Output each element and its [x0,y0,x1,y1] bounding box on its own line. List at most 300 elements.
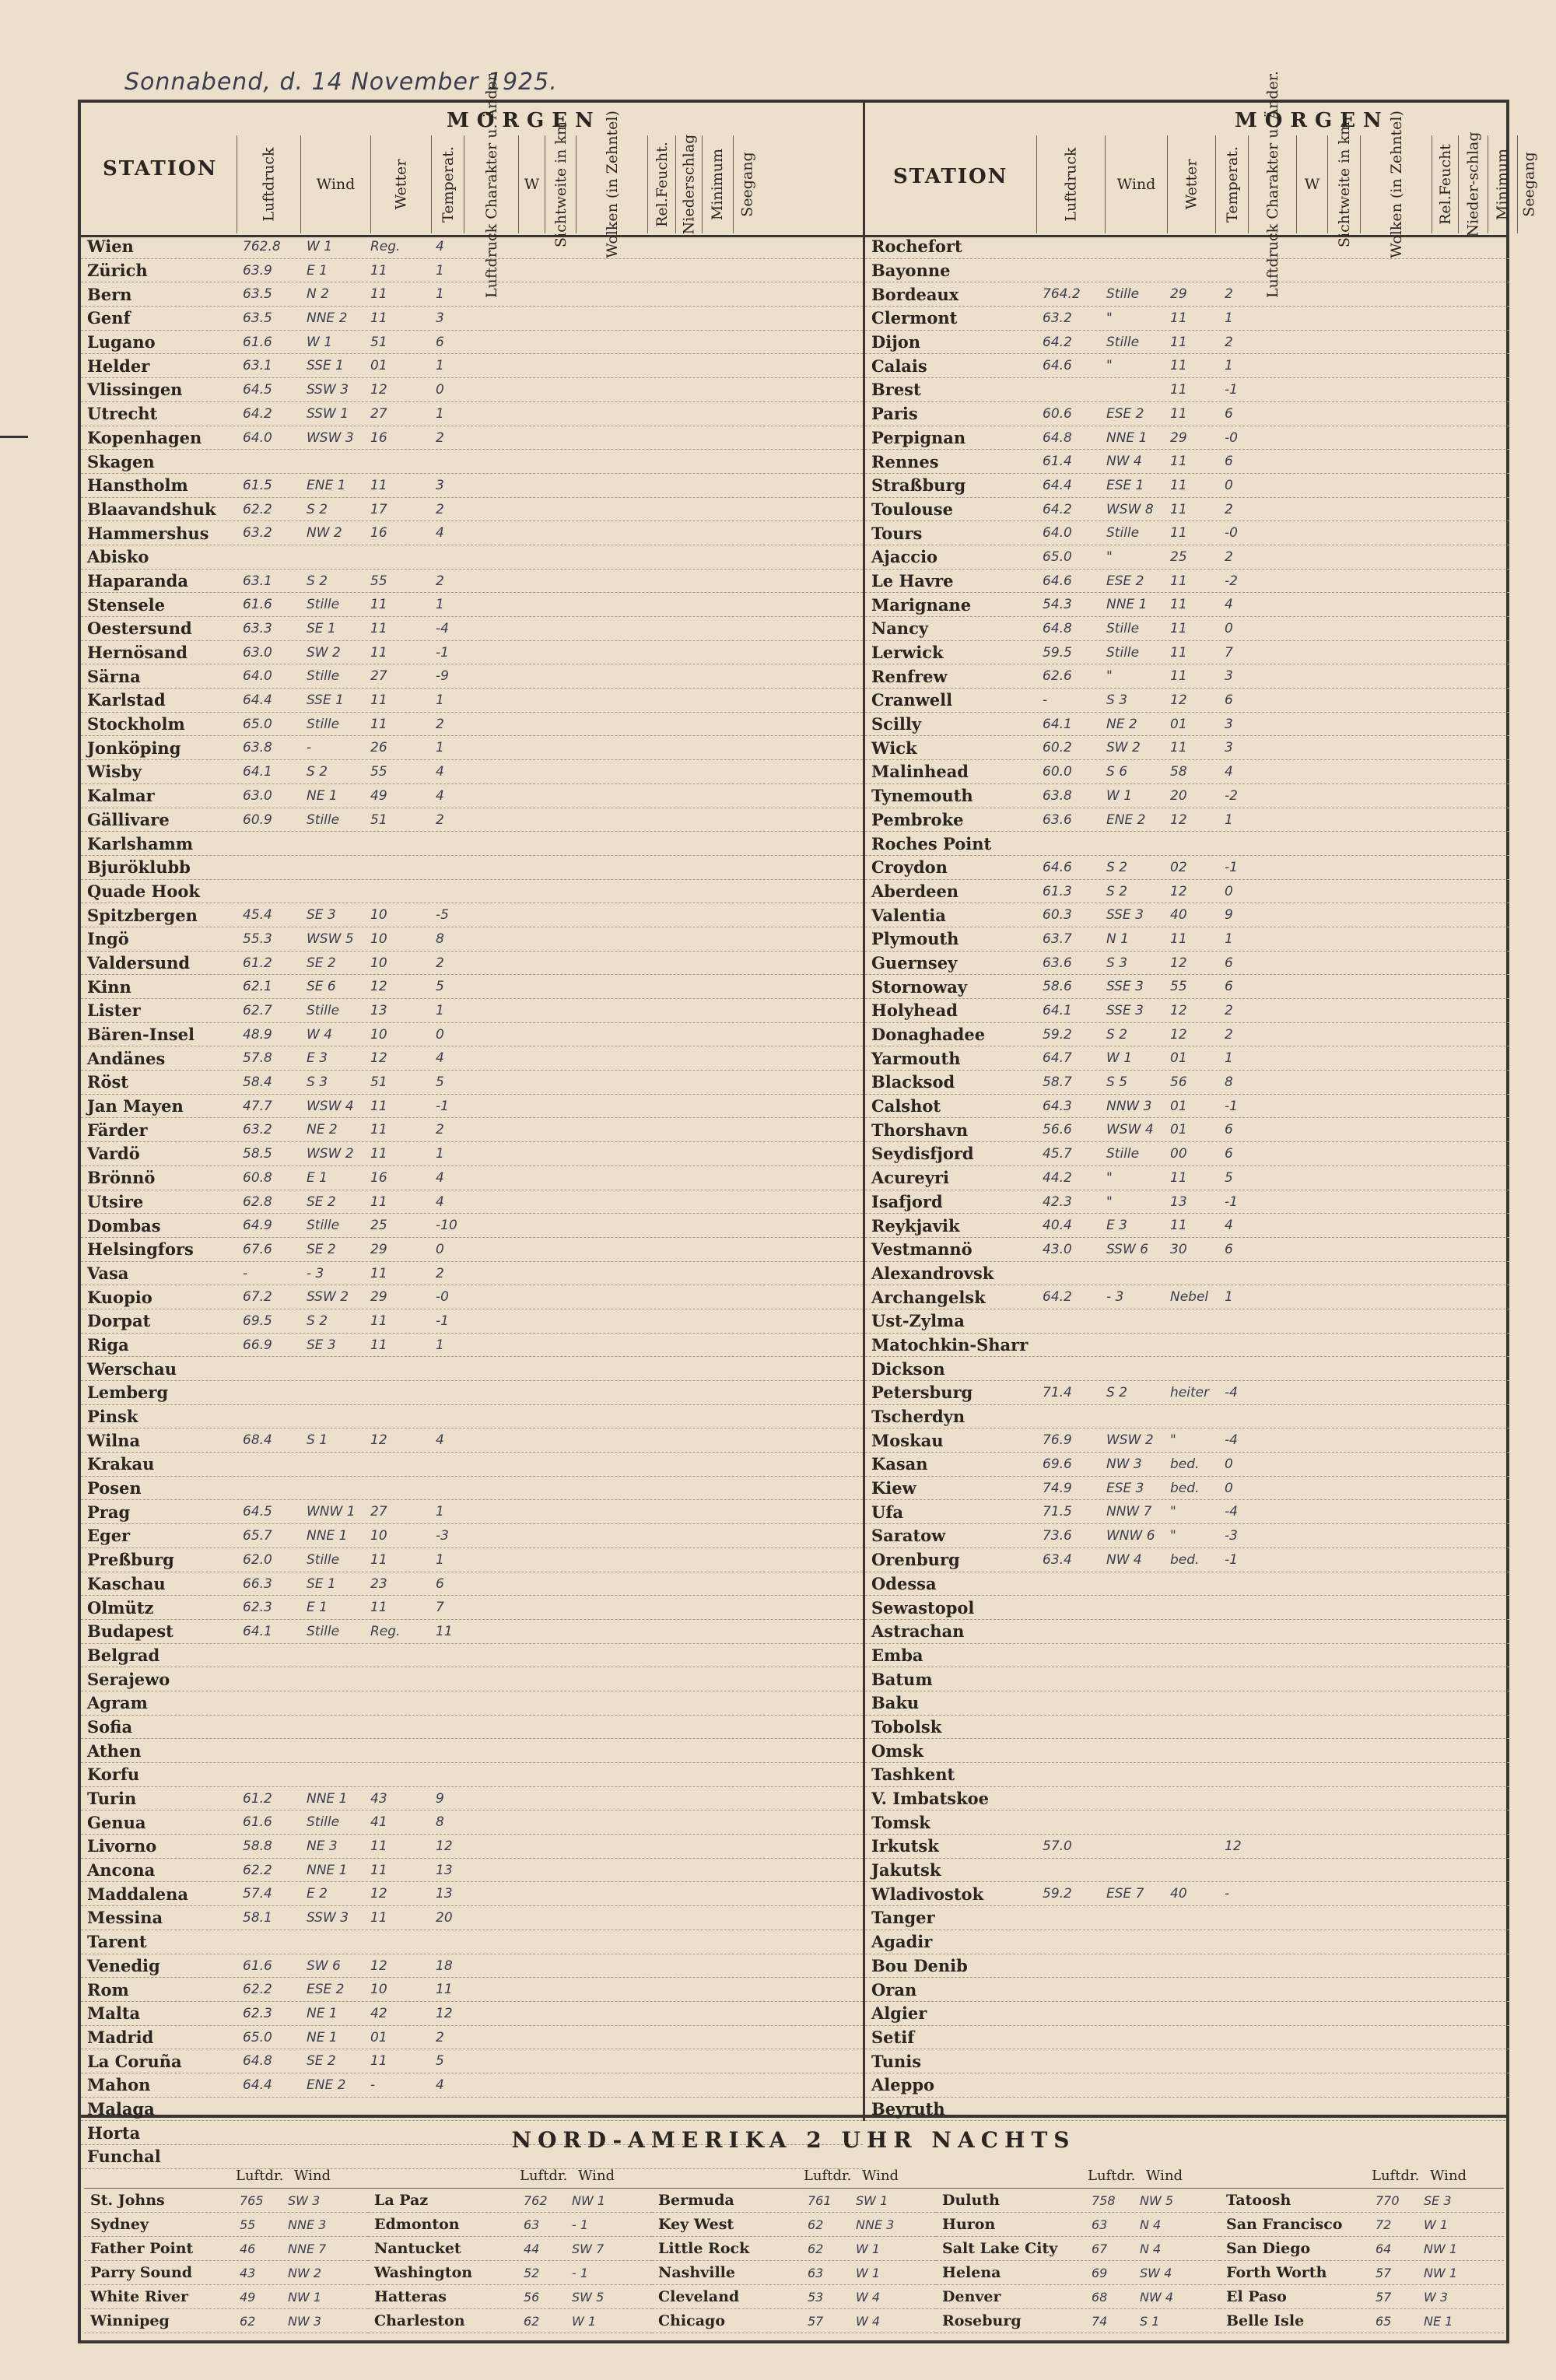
left-col-header [464,71,518,298]
left-weather-value: 41 [370,1814,387,1831]
na-station-row [1220,2189,1504,2213]
left-weather-value: 11 [370,1862,387,1878]
left-station-name: Malta [87,2003,141,2024]
left-weather-value: 11 [370,1146,387,1162]
right-pressure-value: 43.0 [1043,1241,1072,1257]
right-col-header [1488,135,1517,233]
right-temperature-value: 0 [1225,883,1233,899]
left-col-header-text: W [524,176,540,193]
left-station-name: Dorpat [87,1311,151,1331]
right-station-row [865,1739,1509,1763]
left-station-name: Utrecht [87,404,158,424]
right-temperature-value: 4 [1225,764,1233,780]
right-weather-value: 20 [1170,787,1187,804]
left-wind-value: Stille [307,597,340,613]
right-weather-value: 12 [1170,1003,1187,1018]
left-station-name: Genua [87,1812,146,1832]
right-station-row [865,1859,1509,1883]
right-weather-value: 11 [1170,334,1187,350]
na-pressure-value: 62 [808,2242,824,2256]
right-pressure-value: 64.8 [1043,429,1072,446]
na-column-header [652,2164,936,2189]
left-temperature-value: 0 [436,1026,444,1043]
right-station-name: Straßburg [871,475,966,496]
right-station-row [865,1810,1509,1835]
right-pressure-value: 60.0 [1043,764,1072,780]
left-weather-value: 11 [370,716,387,732]
right-weather-value: " [1170,1504,1176,1520]
right-temperature-value: 2 [1225,501,1233,517]
left-pressure-value: 55.3 [243,931,272,947]
left-station-name: Vasa [87,1263,129,1283]
left-temperature-value: 13 [436,1886,453,1902]
right-pressure-value: 42.3 [1043,1194,1072,1210]
left-wind-value: N 2 [307,286,329,303]
left-station-name: Belgrad [87,1645,160,1665]
left-station-row [81,1787,863,1811]
left-weather-value: 51 [370,811,387,828]
right-pressure-value: 64.0 [1043,525,1072,542]
left-wind-value: NE 3 [307,1838,338,1855]
na-station-name: Helena [942,2264,1001,2281]
right-temperature-value: -0 [1225,525,1238,542]
right-pressure-value: 63.6 [1043,811,1072,828]
right-station-row [865,1644,1509,1668]
right-station-row [865,1572,1509,1597]
right-wind-value: ESE 2 [1106,573,1144,589]
right-wind-value: SSW 6 [1106,1241,1149,1257]
left-station-name: Preßburg [87,1550,174,1570]
right-wind-value: ESE 3 [1106,1480,1144,1496]
right-station-row [865,426,1509,450]
left-station-name: Stensele [87,594,166,615]
left-temperature-value: 4 [436,1194,444,1210]
left-temperature-value: 1 [436,405,444,422]
left-station-name: Andänes [87,1048,166,1068]
right-wind-value: NW 4 [1106,1551,1142,1568]
left-station-row [81,593,863,617]
left-wind-value: SE 1 [307,1576,336,1592]
na-pressure-value: 56 [524,2290,540,2305]
right-wind-value: NW 4 [1106,454,1142,470]
north-america-section [78,2118,1509,2343]
right-station-name: Acureyri [871,1168,950,1188]
left-station-row [81,1262,863,1286]
left-station-name: Ancona [87,1860,156,1881]
right-station-name: Wladivostok [871,1884,984,1904]
na-wind-value: S 1 [1140,2314,1160,2329]
right-pressure-value: 61.3 [1043,883,1072,899]
na-pressure-value: 57 [808,2314,824,2329]
left-pressure-value: 67.6 [243,1241,272,1257]
right-station-row [865,1023,1509,1047]
right-weather-value: 11 [1170,740,1187,756]
left-station-name: Ingö [87,929,129,949]
left-temperature-value: 1 [436,1504,444,1520]
left-station-row [81,570,863,594]
right-station-name: Dickson [871,1358,945,1379]
left-temperature-value: 6 [436,1576,444,1592]
left-station-name: Vlissingen [87,380,183,400]
na-wind-value: SE 3 [1424,2193,1452,2208]
right-temperature-value: -3 [1225,1528,1238,1544]
right-pressure-value: 59.5 [1043,644,1072,661]
right-col-header-text: Wind [1116,176,1156,193]
left-station-row [81,1500,863,1524]
right-station-row [865,760,1509,784]
left-col-header [370,135,431,233]
left-temperature-value: 0 [436,382,444,398]
left-pressure-value: 58.1 [243,1910,272,1926]
left-station-name: Kinn [87,976,131,997]
left-wind-value: SSW 3 [307,1910,349,1926]
right-station-name: Blacksod [871,1072,955,1092]
na-wind-header: Wind [294,2168,331,2184]
right-weather-value: 11 [1170,310,1187,327]
na-station-row [368,2213,652,2237]
right-station-row [865,1954,1509,1979]
left-station-name: Utsire [87,1191,144,1211]
left-temperature-value: 4 [436,1050,444,1067]
left-weather-value: 26 [370,740,387,756]
left-pressure-value: 762.8 [243,239,281,254]
left-pressure-value: 58.8 [243,1838,272,1855]
right-pressure-value: 64.2 [1043,501,1072,517]
left-station-name: Turin [87,1789,137,1809]
left-pressure-value: 64.5 [243,1504,272,1520]
na-station-row [936,2309,1220,2333]
right-col-header-text: Nieder-schlag [1464,131,1482,237]
right-temperature-value: 2 [1225,1003,1233,1018]
right-weather-value: 11 [1170,597,1187,613]
right-weather-value: 00 [1170,1146,1187,1162]
left-weather-value: 25 [370,1218,387,1234]
na-pressure-value: 57 [1376,2266,1392,2280]
na-luftdr-header: Luftdr. [804,2168,852,2184]
right-station-name: Stornoway [871,976,968,997]
right-weather-value: 40 [1170,1886,1187,1902]
right-weather-value: 12 [1170,883,1187,899]
right-temperature-value: 6 [1225,405,1233,422]
right-station-row [865,1620,1509,1644]
right-station-row [865,880,1509,904]
right-weather-value: 29 [1170,286,1187,303]
na-wind-value: - 1 [572,2266,589,2280]
left-wind-value: Stille [307,1003,340,1018]
left-station-name: Stockholm [87,714,185,734]
right-pressure-value: 764.2 [1043,286,1081,303]
left-station-name: Hernösand [87,643,187,663]
na-station-row [84,2261,368,2285]
left-weather-value: 29 [370,1241,387,1257]
left-station-row [81,1978,863,2002]
na-station-name: La Paz [374,2192,429,2209]
na-pressure-value: 63 [1092,2217,1108,2232]
left-weather-value: 11 [370,1838,387,1855]
right-weather-value: 13 [1170,1194,1187,1210]
left-station-row [81,2002,863,2026]
right-station-name: Scilly [871,714,922,734]
left-col-header [300,135,370,233]
right-station-row [865,975,1509,999]
right-col-header-text: Seegang [1520,152,1538,217]
right-station-table [865,235,1509,2121]
left-station-row [81,1071,863,1095]
right-weather-value: 11 [1170,1169,1187,1186]
right-station-name: Sewastopol [871,1597,975,1618]
right-pressure-value: 76.9 [1043,1432,1072,1449]
na-luftdr-header: Luftdr. [520,2168,568,2184]
left-pressure-value: 47.7 [243,1098,272,1114]
left-weather-value: 10 [370,1026,387,1043]
left-pressure-value: 62.3 [243,2005,272,2021]
left-station-row [81,999,863,1023]
right-wind-value: - 3 [1106,1289,1124,1306]
left-col-header-text: Wetter [392,159,410,210]
na-wind-value: W 1 [1424,2217,1449,2232]
right-pressure-value: 64.2 [1043,1289,1072,1306]
na-station-row [368,2261,652,2285]
right-wind-value: " [1106,1194,1113,1210]
right-weather-value: 11 [1170,525,1187,542]
left-weather-value: 12 [370,382,387,398]
right-station-row [865,641,1509,665]
na-wind-value: NW 1 [1424,2242,1458,2256]
right-station-row [865,1285,1509,1309]
right-station-name: Kasan [871,1454,928,1474]
left-pressure-value: 48.9 [243,1026,272,1043]
right-col-header-text: Luftdruck [1062,147,1080,222]
left-station-row [81,378,863,402]
left-pressure-value: 63.9 [243,262,272,279]
right-station-row [865,1190,1509,1215]
right-pressure-value: 64.6 [1043,358,1072,374]
left-temperature-value: 9 [436,1790,444,1807]
left-col-header [733,135,761,233]
left-wind-value: Stille [307,716,340,732]
left-station-row [81,808,863,832]
na-station-row [1220,2237,1504,2261]
left-wind-value: S 2 [307,573,328,589]
right-weather-value: 11 [1170,668,1187,685]
na-wind-value: SW 5 [572,2290,605,2305]
left-pressure-value: 65.0 [243,2029,272,2045]
right-station-row [865,402,1509,426]
left-station-name: Maddalena [87,1884,189,1904]
right-station-name: Batum [871,1669,933,1689]
left-pressure-value: 63.5 [243,310,272,327]
left-wind-value: - 3 [307,1265,324,1281]
right-station-name: Bayonne [871,261,951,281]
right-col-header-text: Rel.Feucht [1436,144,1454,225]
right-wind-value: ESE 7 [1106,1886,1144,1902]
right-station-row [865,1238,1509,1262]
left-wind-value: - [307,740,312,756]
left-temperature-value: 20 [436,1910,453,1926]
right-wind-value: " [1106,549,1113,565]
left-wind-value: WSW 5 [307,931,354,947]
left-station-name: Mahon [87,2075,151,2095]
na-wind-value: NW 4 [1140,2290,1174,2305]
left-weather-value: 11 [370,2053,387,2070]
left-wind-value: SE 6 [307,979,336,995]
right-station-name: Beyruth [871,2098,945,2119]
left-weather-value: 51 [370,334,387,350]
left-temperature-value: 1 [436,692,444,709]
left-pressure-value: 60.9 [243,811,272,828]
left-station-name: Bären-Insel [87,1025,195,1045]
left-temperature-value: -5 [436,907,449,924]
right-station-row [865,1500,1509,1524]
na-wind-value: NNE 7 [288,2242,327,2256]
na-station-row [652,2285,936,2309]
right-wind-value: Stille [1106,1146,1140,1162]
na-station-name: Parry Sound [90,2264,193,2281]
right-station-row [865,570,1509,594]
left-weather-value: 12 [370,1050,387,1067]
right-weather-value: 55 [1170,979,1187,995]
right-pressure-value: 73.6 [1043,1528,1072,1544]
na-wind-value: SW 1 [856,2193,888,2208]
right-wind-value: SSE 3 [1106,1003,1144,1018]
na-station-name: Belle Isle [1226,2312,1305,2329]
right-temperature-value: 0 [1225,477,1233,493]
right-wind-value: Stille [1106,334,1140,350]
left-station-name: Oestersund [87,619,192,639]
left-weather-value: 11 [370,310,387,327]
left-station-row [81,259,863,283]
right-pressure-value: 64.1 [1043,1003,1072,1018]
left-station-name: Lemberg [87,1383,169,1403]
left-weather-value: 51 [370,1074,387,1091]
right-weather-value: 02 [1170,859,1187,875]
right-station-name: Seydisfjord [871,1144,974,1164]
right-pressure-value: 60.2 [1043,740,1072,756]
right-temperature-value: 5 [1225,1169,1233,1186]
left-wind-value: S 1 [307,1432,328,1449]
left-station-name: Rom [87,1979,129,2000]
left-temperature-value: 12 [436,2005,453,2021]
left-station-row [81,521,863,545]
right-station-name: Marignane [871,594,972,615]
left-station-row [81,235,863,259]
right-weather-value: 11 [1170,1218,1187,1234]
right-station-row [865,498,1509,522]
na-column [1220,2164,1504,2333]
left-station-row [81,952,863,976]
left-station-name: Kuopio [87,1287,152,1307]
right-wind-value: NNW 7 [1106,1504,1152,1520]
na-station-name: Winnipeg [90,2312,170,2329]
right-station-row [865,1667,1509,1691]
left-pressure-value: 64.2 [243,405,272,422]
right-station-row [865,999,1509,1023]
left-temperature-value: -1 [436,644,449,661]
left-pressure-value: 63.1 [243,358,272,374]
left-weather-value: 12 [370,1432,387,1449]
right-station-row [865,952,1509,976]
right-col-header-text: Temperat. [1223,146,1241,223]
left-station-row [81,2073,863,2098]
left-station-row [81,1906,863,1930]
na-station-name: Sydney [90,2216,149,2233]
left-weather-value: 27 [370,1504,387,1520]
left-pressure-value: 57.8 [243,1050,272,1067]
left-pressure-value: 63.0 [243,787,272,804]
left-temperature-value: 3 [436,477,444,493]
right-wind-value: W 1 [1106,1050,1133,1067]
left-station-name: Färder [87,1120,148,1140]
left-station-table [81,235,863,2169]
left-wind-value: NE 2 [307,1122,338,1138]
right-station-name: Petersburg [871,1383,973,1403]
left-weather-value: 01 [370,2029,387,2045]
left-weather-value: Reg. [370,239,401,254]
right-station-row [865,856,1509,880]
right-wind-value: Stille [1106,644,1140,661]
left-temperature-value: -9 [436,668,449,685]
right-pressure-value: 63.7 [1043,931,1072,947]
left-weather-value: 11 [370,1600,387,1616]
right-station-row [865,1882,1509,1906]
left-station-name: Valdersund [87,952,191,973]
right-temperature-value: 4 [1225,597,1233,613]
left-pressure-value: 64.4 [243,692,272,709]
left-station-row [81,1810,863,1835]
na-station-row [652,2213,936,2237]
right-station-name: Renfrew [871,666,948,686]
left-pressure-value: 66.9 [243,1337,272,1353]
left-station-row [81,1859,863,1883]
right-weather-value: bed. [1170,1456,1200,1473]
right-temperature-value: -2 [1225,573,1238,589]
left-pressure-value: 63.3 [243,621,272,636]
right-station-row [865,1142,1509,1166]
na-station-name: San Diego [1226,2240,1311,2257]
left-wind-value: S 3 [307,1074,328,1091]
right-station-row [865,1262,1509,1286]
left-station-row [81,1238,863,1262]
left-station-row [81,1596,863,1620]
left-station-name: Krakau [87,1454,155,1474]
na-station-row [652,2189,936,2213]
right-station-name: Croydon [871,857,948,878]
right-station-name: Irkutsk [871,1836,939,1856]
right-weather-value: heiter [1170,1385,1210,1400]
right-col-header-text: Wetter [1183,159,1200,210]
right-temperature-value: -1 [1225,1194,1238,1210]
right-station-name: Malinhead [871,762,969,782]
right-temperature-value: -4 [1225,1432,1238,1449]
left-wind-value: E 3 [307,1050,328,1067]
right-weather-value: 11 [1170,644,1187,661]
left-station-name: Prag [87,1502,131,1522]
left-temperature-value: 7 [436,1600,444,1616]
left-station-name: Kaschau [87,1573,166,1593]
left-wind-value: ENE 1 [307,477,346,493]
right-station-name: V. Imbatskoe [871,1789,990,1809]
right-pressure-value: 40.4 [1043,1218,1072,1234]
left-station-row [81,856,863,880]
na-wind-value: N 4 [1140,2242,1162,2256]
na-wind-value: NNE 3 [288,2217,327,2232]
left-station-row [81,1285,863,1309]
right-station-row [865,832,1509,856]
right-station-row [865,1477,1509,1501]
left-station-row [81,1428,863,1453]
left-station-name: Lister [87,1001,141,1021]
right-station-name: Emba [871,1645,923,1665]
